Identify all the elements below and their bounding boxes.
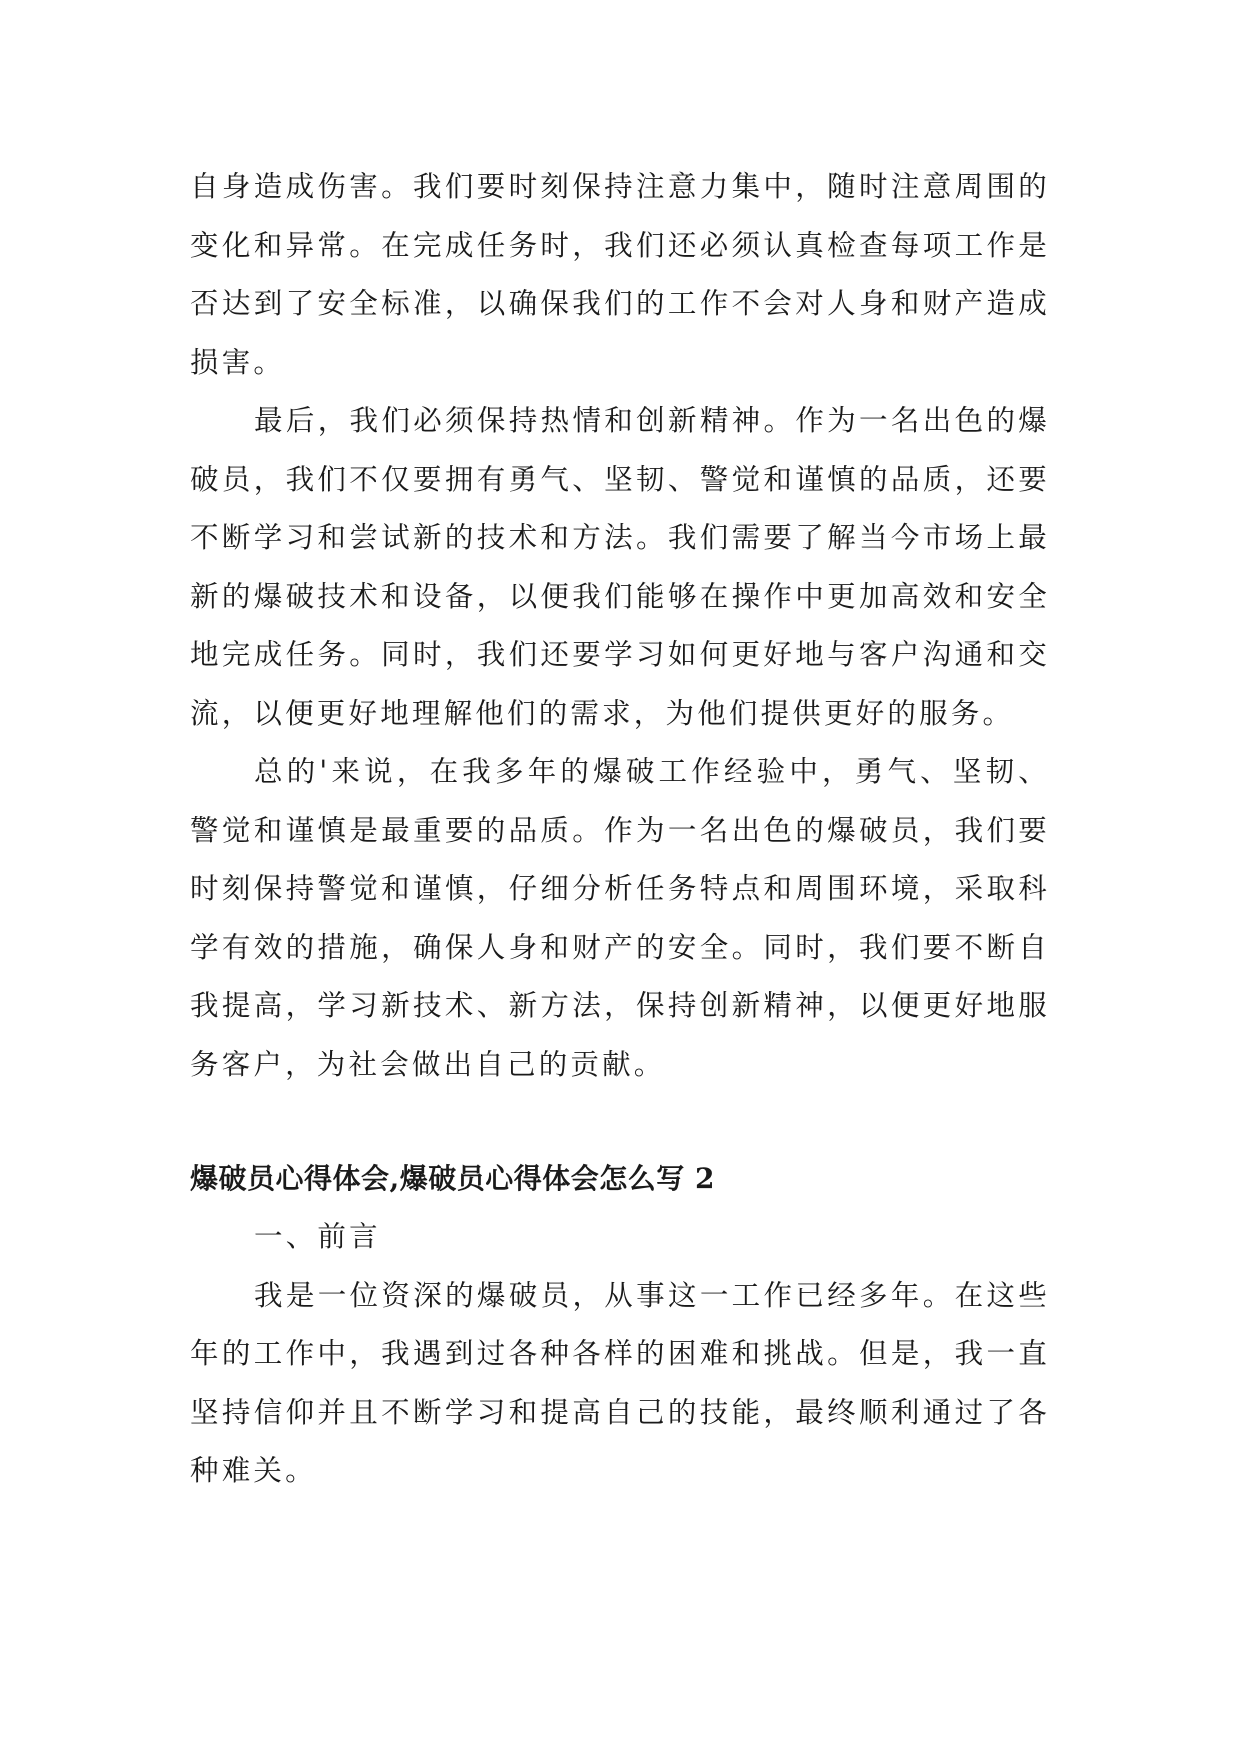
paragraph-preface: 我是一位资深的爆破员，从事这一工作已经多年。在这些年的工作中，我遇到过各种各样的困难和挑战。但是，我一直坚持信仰并且不断学习和提高自己的技能，最终顺利通过了各种难关。 <box>190 1278 1050 1487</box>
paragraph-summary: 总的'来说，在我多年的爆破工作经验中，勇气、坚韧、警觉和谨慎是最重要的品质。作为一名出色的爆破员，我们要时刻保持警觉和谨慎，仔细分析任务特点和周围环境，采取科学有效的措施，确保人身和财产的安全。同时，我们要不断自我提高，学习新技术、新方法，保持创新精神，以便更好地服务客户，为社会做出自己的贡献。 <box>190 755 1050 1081</box>
section-title: 爆破员心得体会,爆破员心得体会怎么写 2 <box>190 1162 715 1195</box>
paragraph-continued: 自身造成伤害。我们要时刻保持注意力集中，随时注意周围的变化和异常。在完成任务时，我们还必须认真检查每项工作是否达到了安全标准，以确保我们的工作不会对人身和财产造成损害。 <box>190 170 1050 379</box>
section-subheading: 一、前言 <box>254 1220 381 1253</box>
document-body <box>190 158 1050 1501</box>
paragraph-innovation: 最后，我们必须保持热情和创新精神。作为一名出色的爆破员，我们不仅要拥有勇气、坚韧、警觉和谨慎的品质，还要不断学习和尝试新的技术和方法。我们需要了解当今市场上最新的爆破技术和设备，以便我们能够在操作中更加高效和安全地完成任务。同时，我们还要学习如何更好地与客户沟通和交流，以便更好地理解他们的需求，为他们提供更好的服务。 <box>190 404 1050 730</box>
